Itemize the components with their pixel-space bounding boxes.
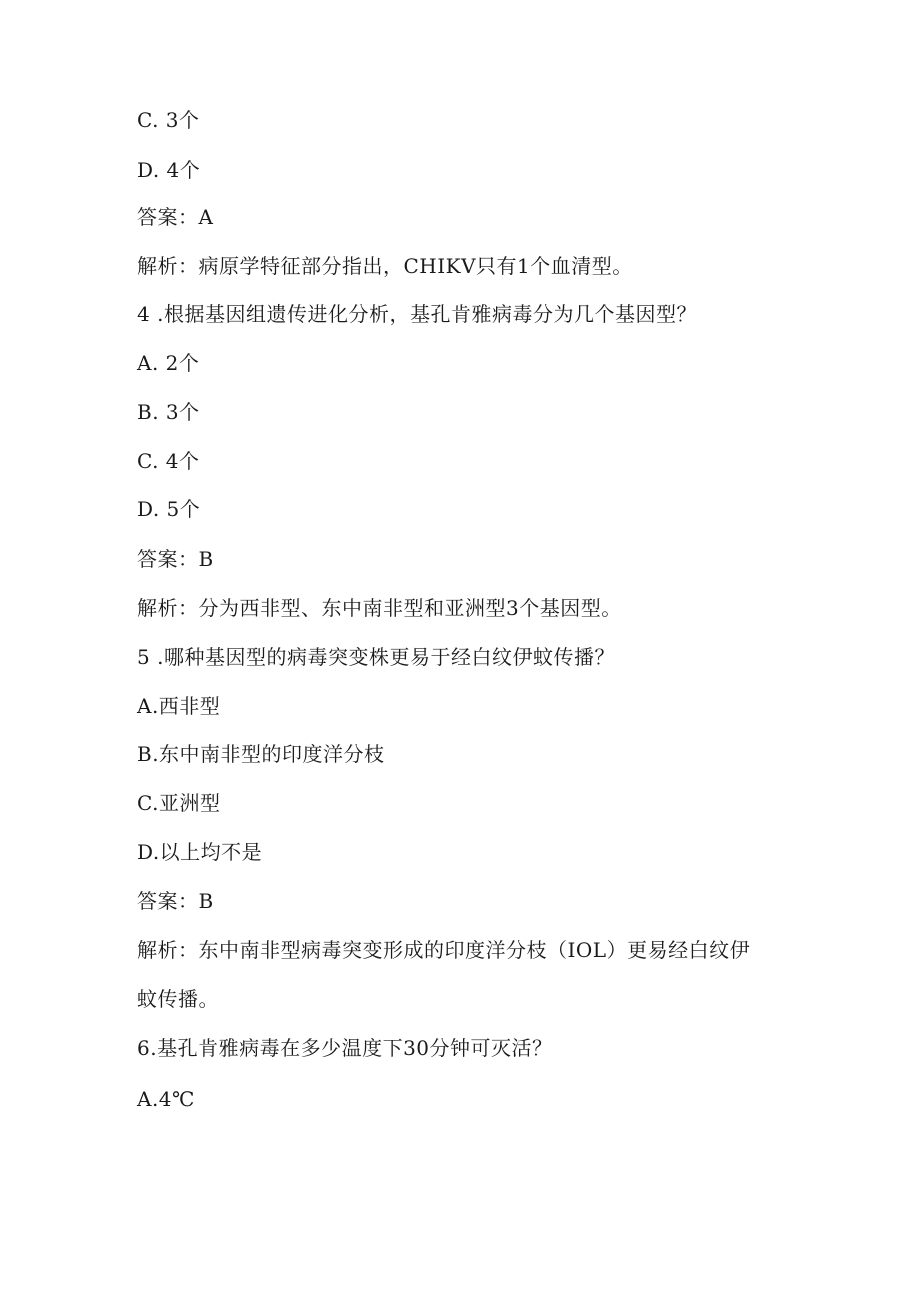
- q4-option-c: C. 4个: [137, 449, 200, 473]
- q5-answer: 答案：B: [137, 889, 214, 913]
- q4-option-a: A. 2个: [137, 351, 200, 375]
- q5-option-a: A.西非型: [137, 694, 221, 718]
- q5-option-b: B.东中南非型的印度洋分枝: [137, 742, 385, 766]
- q5-analysis-line1: 解析：东中南非型病毒突变形成的印度洋分枝（IOL）更易经白纹伊: [137, 938, 751, 962]
- q3-answer: 答案：A: [137, 205, 214, 229]
- q4-answer: 答案：B: [137, 547, 214, 571]
- q6-question: 6.基孔肯雅病毒在多少温度下30分钟可灭活？: [137, 1036, 553, 1060]
- q3-option-c: C. 3个: [137, 108, 200, 132]
- q5-option-c: C.亚洲型: [137, 791, 221, 815]
- q3-option-d: D. 4个: [137, 158, 201, 182]
- q5-question: 5 .哪种基因型的病毒突变株更易于经白纹伊蚊传播？: [137, 645, 615, 669]
- q6-option-a: A.4℃: [137, 1087, 195, 1111]
- q4-option-b: B. 3个: [137, 400, 200, 424]
- q5-analysis-line2: 蚊传播。: [137, 987, 219, 1011]
- q4-analysis: 解析：分为西非型、东中南非型和亚洲型3个基因型。: [137, 596, 622, 620]
- q5-option-d: D.以上均不是: [137, 840, 263, 864]
- q3-analysis: 解析：病原学特征部分指出，CHIKV只有1个血清型。: [137, 254, 633, 278]
- q4-question: 4 .根据基因组遗传进化分析，基孔肯雅病毒分为几个基因型？: [137, 302, 697, 326]
- q4-option-d: D. 5个: [137, 497, 201, 521]
